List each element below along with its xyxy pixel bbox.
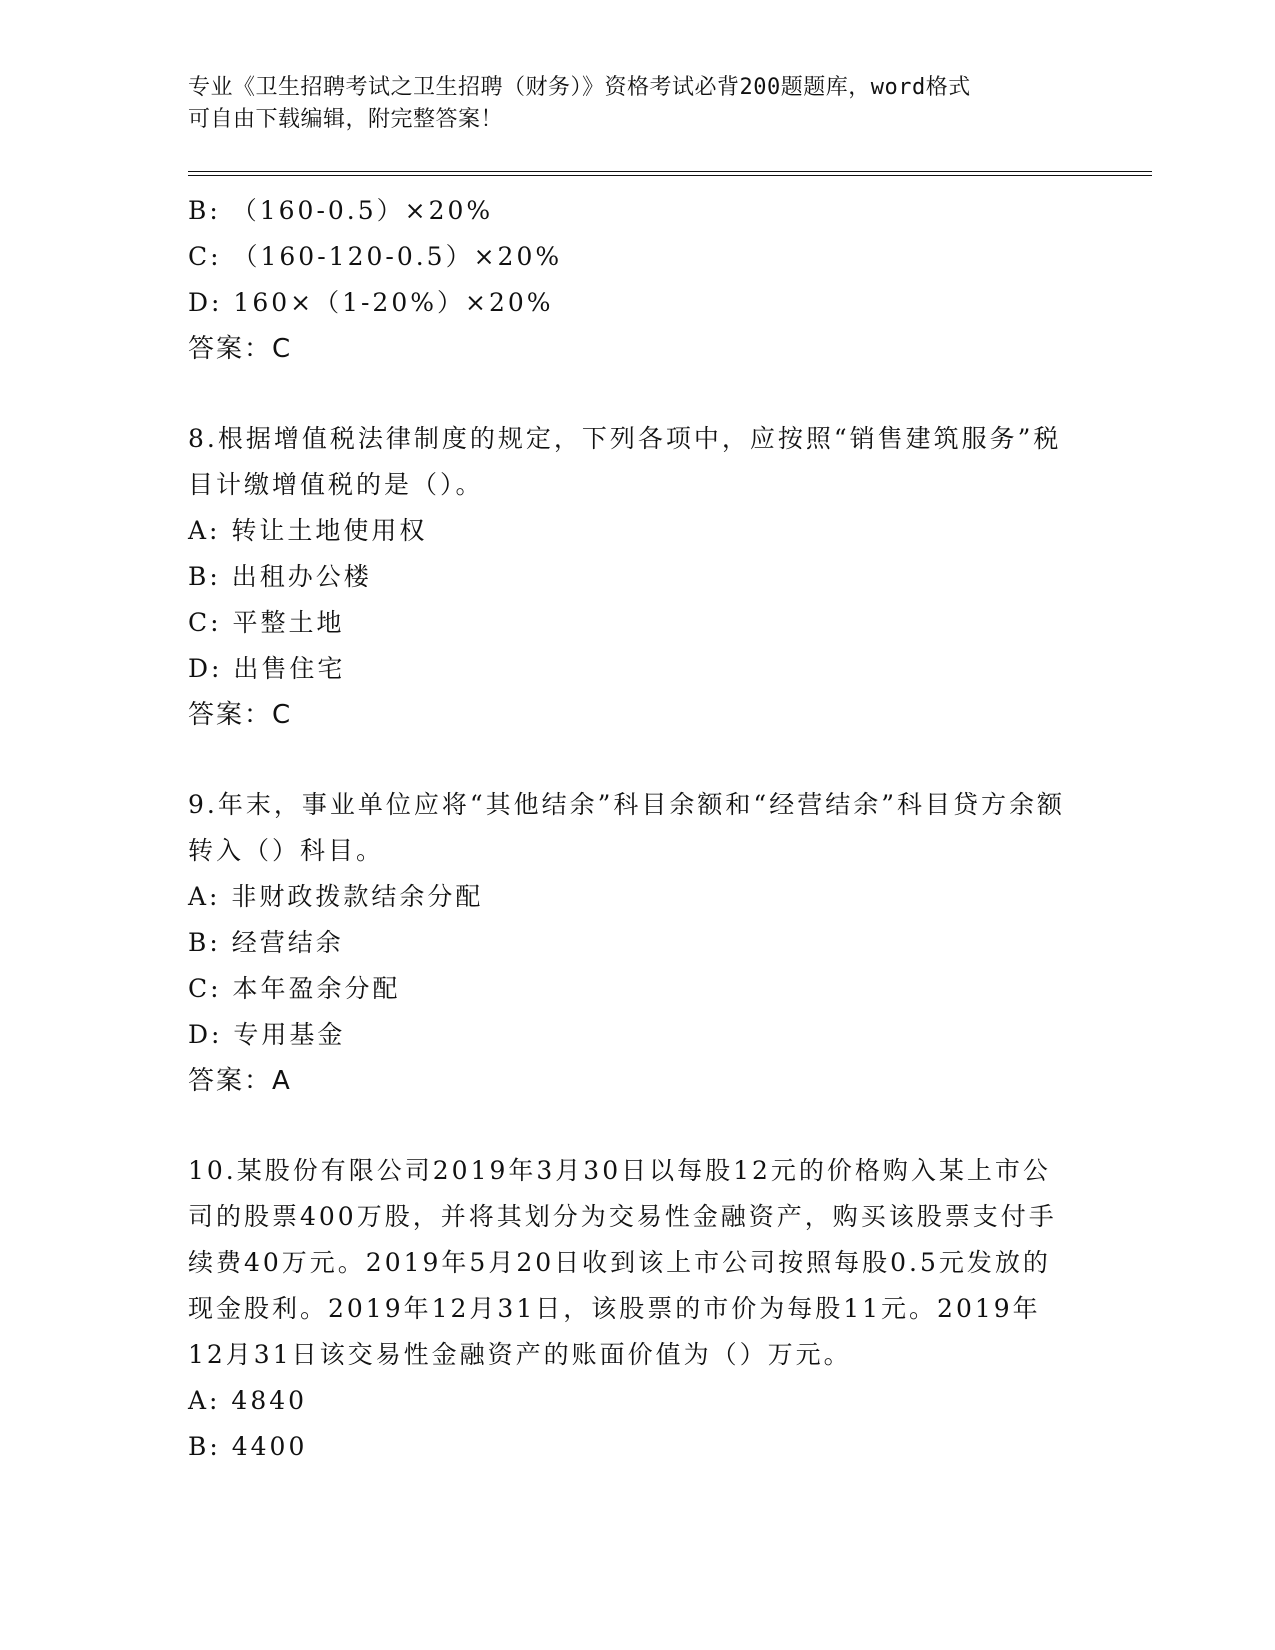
question-list (188, 188, 1068, 1470)
option-d: D: 专用基金 (188, 1020, 346, 1049)
option-b: B: （160-0.5）×20% (188, 196, 494, 225)
option-a: A: 非财政拨款结余分配 (188, 882, 484, 911)
answer: 答案：C (188, 700, 293, 730)
option-b: B: 出租办公楼 (188, 562, 372, 591)
header-line-2: 可自由下载编辑，附完整答案！ (188, 107, 504, 132)
option-b: B: 4400 (188, 1432, 308, 1461)
answer: 答案：A (188, 1066, 292, 1096)
option-c: C: 本年盈余分配 (188, 974, 401, 1003)
question-8 (188, 416, 1068, 738)
document-header (188, 72, 1068, 136)
header-rule-bottom (188, 175, 1152, 176)
option-a: A: 转让土地使用权 (188, 516, 428, 545)
option-c: C: 平整土地 (188, 608, 345, 637)
header-rule-top (188, 171, 1152, 172)
option-a: A: 4840 (188, 1386, 308, 1415)
option-b: B: 经营结余 (188, 928, 344, 957)
header-line-1: 专业《卫生招聘考试之卫生招聘（财务）》资格考试必背200题题库，word格式 (188, 75, 971, 100)
question-9 (188, 782, 1068, 1104)
question-stem: 9.年末，事业单位应将“其他结余”科目余额和“经营结余”科目贷方余额转入（）科目。 (188, 790, 1065, 865)
option-d: D: 160×（1-20%）×20% (188, 288, 554, 317)
option-c: C: （160-120-0.5）×20% (188, 242, 563, 271)
question-stem: 8.根据增值税法律制度的规定，下列各项中，应按照“销售建筑服务”税目计缴增值税的是（）。 (188, 424, 1062, 499)
answer: 答案：C (188, 334, 293, 364)
question-7-tail (188, 188, 1068, 372)
question-stem: 10.某股份有限公司2019年3月30日以每股12元的价格购入某上市公司的股票400万股，并将其划分为交易性金融资产，购买该股票支付手续费40万元。2019年5月20日收到该上市公司按照每股0.5元发放的现金股利。2019年12月31日，该股票的市价为每股11元。2019年12月31日该交易性金融资产的账面价值为（）万元。 (188, 1156, 1057, 1369)
question-10 (188, 1148, 1068, 1470)
option-d: D: 出售住宅 (188, 654, 346, 683)
